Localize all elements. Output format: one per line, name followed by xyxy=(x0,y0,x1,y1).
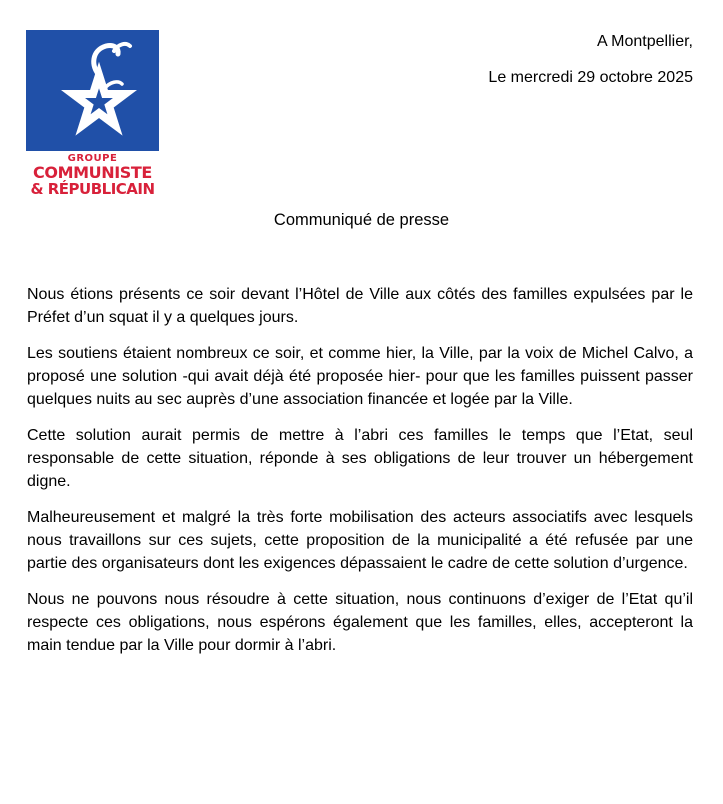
logo-wordmark xyxy=(26,154,159,197)
paragraph-5: Nous ne pouvons nous résoudre à cette situation, nous continuons d’exiger de l’Etat qu’il respecte ces obligations, nous espérons également que les familles, elles, accepteront la main tendue par la Ville pour dormir à l’abri. xyxy=(27,591,693,654)
logo-line-communiste: COMMUNISTE xyxy=(33,163,152,182)
logo-line-groupe: GROUPE xyxy=(67,153,118,164)
press-release-body xyxy=(27,283,693,670)
paragraph-1: Nous étions présents ce soir devant l’Hôtel de Ville aux côtés des familles expulsées par le Préfet d’un squat il y a quelques jours. xyxy=(27,286,693,326)
logo-line-republicain: & RÉPUBLICAIN xyxy=(30,180,155,198)
place-line: A Montpellier, xyxy=(596,33,693,50)
paragraph-2: Les soutiens étaient nombreux ce soir, et comme hier, la Ville, par la voix de Michel Calvo, a proposé une solution -qui avait déjà été proposée hier- pour que les familles puissent passer quelques nuits au sec auprès d’une association financée et logée par la Ville. xyxy=(27,345,693,408)
paragraph-4: Malheureusement et malgré la très forte mobilisation des acteurs associatifs avec lesquels nous travaillons sur ces sujets, cette proposition de la municipalité a été refusée par une partie des organisateurs dont les exigences dépassaient le cadre de cette solution d’urgence. xyxy=(27,509,693,572)
star-with-swirl-icon xyxy=(26,30,159,151)
logo-emblem xyxy=(26,30,159,151)
paragraph-3: Cette solution aurait permis de mettre à l’abri ces familles le temps que l’Etat, seul responsable de cette situation, réponde à ses obligations de leur trouver un hébergement digne. xyxy=(27,427,693,490)
date-line: Le mercredi 29 octobre 2025 xyxy=(488,69,693,86)
group-logo xyxy=(26,30,159,197)
document-title: Communiqué de presse xyxy=(273,211,450,229)
